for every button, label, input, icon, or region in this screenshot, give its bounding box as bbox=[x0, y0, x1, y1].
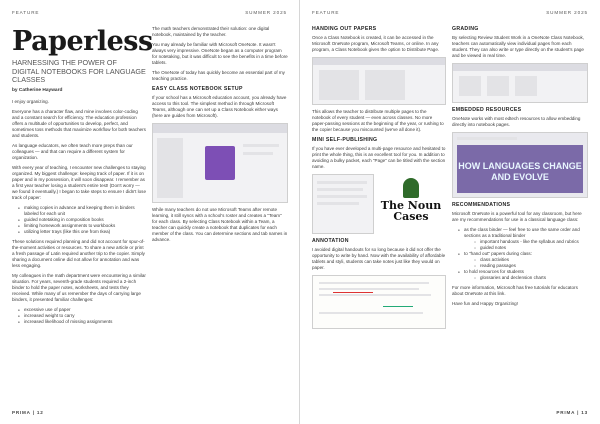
sub-list bbox=[474, 275, 588, 281]
bullet-list bbox=[18, 307, 146, 325]
paragraph: Have fun and Happy Organizing! bbox=[452, 301, 518, 306]
list-item: ● guided notetaking in composition books bbox=[18, 217, 146, 223]
folio-right: PRIMA | 13 bbox=[556, 410, 588, 415]
sub-list-item: ○ guided notes bbox=[474, 245, 588, 251]
plant-icon bbox=[403, 178, 419, 198]
paragraph: I enjoy organizing. bbox=[12, 98, 49, 104]
section-heading: RECOMMENDATIONS bbox=[452, 202, 511, 208]
distribute-page-screenshot bbox=[312, 57, 446, 105]
section-label: FEATURE bbox=[312, 10, 340, 15]
right-page bbox=[300, 0, 600, 424]
paragraph: By selecting Review Student Work in a OneNote Class Notebook, teachers can automatically view individual pages from each student. They can also write or type directly on the student's page and be viewed in real time. bbox=[452, 35, 585, 58]
paragraph: While many teachers do not use Microsoft Teams after remote learning, it still syncs with a school's roster and creates a "Team" for each class. By selecting Class Notebook within a Team, a teacher can quickly create a notebook that duplicates for each member of the class. You can determine sections and tab names in advance. bbox=[152, 207, 288, 242]
paragraph: This allows the teacher to distribute multiple pages to the notebook of every student — even across classes. No more paper-passing sessions at the beginning of the year, or rushing to the copier because you miscounted (we've all done it). bbox=[312, 109, 444, 132]
paragraph: These solutions required planning and did not account for spur-of-the-moment activities or resources. To share a new article or print a fresh passage of Latin required another trip to the copier. Simply sharing a document online did not allow for annotation and was less engaging. bbox=[12, 238, 145, 268]
sub-list bbox=[474, 239, 588, 251]
sub-list-item: ○ class activities bbox=[474, 257, 588, 263]
paragraph: OneNote works with most edtech resources to allow embedding directly into notebook pages. bbox=[452, 116, 581, 127]
paragraph: If you have ever developed a multi-page resource and hesitated to print the whole thing, this is an excellent tool for you. In addition to avoiding a bulky packet, each "Page" can be titled with the section name. bbox=[312, 146, 446, 169]
list-item: ● to hold resources for students ○ glossaries and declension charts bbox=[458, 269, 588, 281]
list-item: ● excessive use of paper bbox=[18, 307, 146, 313]
list-item: ● to "hand out" papers during class: ○ class activities ○ reading passages bbox=[458, 251, 588, 269]
sub-list-item: ○ reading passages bbox=[474, 263, 588, 269]
onenote-screenshot bbox=[152, 123, 288, 203]
section-heading: ANNOTATION bbox=[312, 238, 349, 244]
paragraph: With every year of teaching, I encounter new challenges to staying organized. My biggest challenge: keeping track of paper. If it is on paper and in my possession, it will soon disappear. I remember as a first year teacher losing a student's entire test! (Don't worry — we found it eventually.) I began to take steps to ensure I didn't lose track of paper: bbox=[12, 164, 146, 200]
list-item: ● utilizing letter trays (like this one from Ikea) bbox=[18, 229, 146, 235]
paragraph: You may already be familiar with Microsoft OneNote. It wasn't always very impressive. OneNote began as a computer program for notetaking, but it was difficult to see the benefits in a time before tablets. bbox=[152, 42, 288, 65]
running-header-left bbox=[12, 10, 287, 18]
sub-list-item: ○ important handouts - like the syllabus and rubrics bbox=[474, 239, 588, 245]
paragraph: For more information, Microsoft has free tutorials for educators about OneNote at this link. bbox=[452, 285, 578, 296]
sub-list bbox=[474, 257, 588, 269]
bullet-list bbox=[18, 205, 146, 235]
section-heading: EASY CLASS NOTEBOOK SETUP bbox=[152, 86, 243, 92]
issue-label: SUMMER 2025 bbox=[546, 10, 588, 15]
folio-left: PRIMA | 12 bbox=[12, 410, 44, 415]
list-item: ● as the class binder — feel free to use the same order and sections as a traditional binder ○ important handouts - like the syllabus and rubrics ○ guided notes bbox=[458, 227, 588, 251]
noun-cases-cover bbox=[376, 174, 446, 234]
paragraph: As language educators, we often teach more preps than our colleagues — and that can require a different system for organization. bbox=[12, 142, 133, 160]
byline: by Catherine Hayward bbox=[12, 87, 63, 93]
section-label: FEATURE bbox=[12, 10, 40, 15]
paragraph: Once a Class Notebook is created, it can be accessed in the Microsoft OneNote program, Microsoft Teams, or online. In any program, a Class Notebook gives the option to Distribute Page. bbox=[312, 35, 440, 52]
column-1 bbox=[12, 26, 153, 329]
list-item: ● increased likelihood of missing assignments bbox=[18, 319, 146, 325]
column-2 bbox=[152, 26, 288, 247]
paragraph: The OneNote of today has quickly become an essential part of my teaching practice. bbox=[152, 70, 285, 81]
issue-label: SUMMER 2025 bbox=[245, 10, 287, 15]
sub-list-item: ○ glossaries and declension charts bbox=[474, 275, 588, 281]
list-item: ● making copies in advance and keeping them in binders labeled for each unit bbox=[18, 205, 146, 217]
review-student-work-screenshot bbox=[452, 63, 588, 103]
paragraph: Everyone has a character flaw, and mine involves color-coding and a constant search for efficiency. The education profession offers a multitude of opportunities to develop, perfect, and sometimes toss methods that maximize workflow for both teachers and students. bbox=[12, 108, 146, 138]
embedded-resource-screenshot bbox=[452, 132, 588, 198]
paragraph: The math teachers demonstrated their solution: one digital notebook, maintained by the teacher. bbox=[152, 26, 270, 37]
section-list-screenshot bbox=[312, 174, 374, 234]
self-publishing-figure bbox=[312, 174, 446, 234]
column-4 bbox=[452, 26, 588, 311]
notebook-icon bbox=[205, 146, 235, 180]
noun-cases-title: The Noun Cases bbox=[380, 199, 442, 223]
list-item: ● limiting homework assignments to workbooks bbox=[18, 223, 146, 229]
paragraph: My colleagues in the math department were encountering a similar situation. For years, seventh-grade students required a 2-inch binder to hold the paper notes, worksheets, and tests they received. While many of us remember the days of carrying large binders, it presented familiar challenges: bbox=[12, 272, 146, 302]
section-heading: EMBEDDED RESOURCES bbox=[452, 107, 522, 113]
section-heading: GRADING bbox=[452, 26, 479, 32]
article-title: Paperless bbox=[12, 26, 153, 57]
paragraph: If your school has a Microsoft education account, you already have access to this tool. The simplest method in through Microsoft Teams, although one can set up a Class Notebook either ways (here are guides from Microsoft). bbox=[152, 95, 287, 118]
running-header-right bbox=[312, 10, 588, 18]
paragraph: I avoided digital handouts for so long because it did not offer the opportunity to write by hand. Now with the availability of affordable tablets and styli, students can take notes just like they would on paper. bbox=[312, 247, 446, 270]
embedded-video-title: HOW LANGUAGES CHANGE AND EVOLVE bbox=[457, 145, 583, 193]
section-heading: MINI SELF-PUBLISHING bbox=[312, 137, 378, 143]
annotated-handout-screenshot bbox=[312, 275, 446, 329]
article-subtitle: HARNESSING THE POWER OF DIGITAL NOTEBOOKS FOR LANGUAGE CLASSES bbox=[12, 58, 146, 85]
paragraph: Microsoft OneNote is a powerful tool for any classroom, but here are my recommendations for use in a classical language class: bbox=[452, 211, 582, 222]
list-item: ● increased weight to carry bbox=[18, 313, 146, 319]
section-heading: HANDING OUT PAPERS bbox=[312, 26, 377, 32]
column-3 bbox=[312, 26, 446, 333]
bullet-list bbox=[458, 227, 588, 281]
